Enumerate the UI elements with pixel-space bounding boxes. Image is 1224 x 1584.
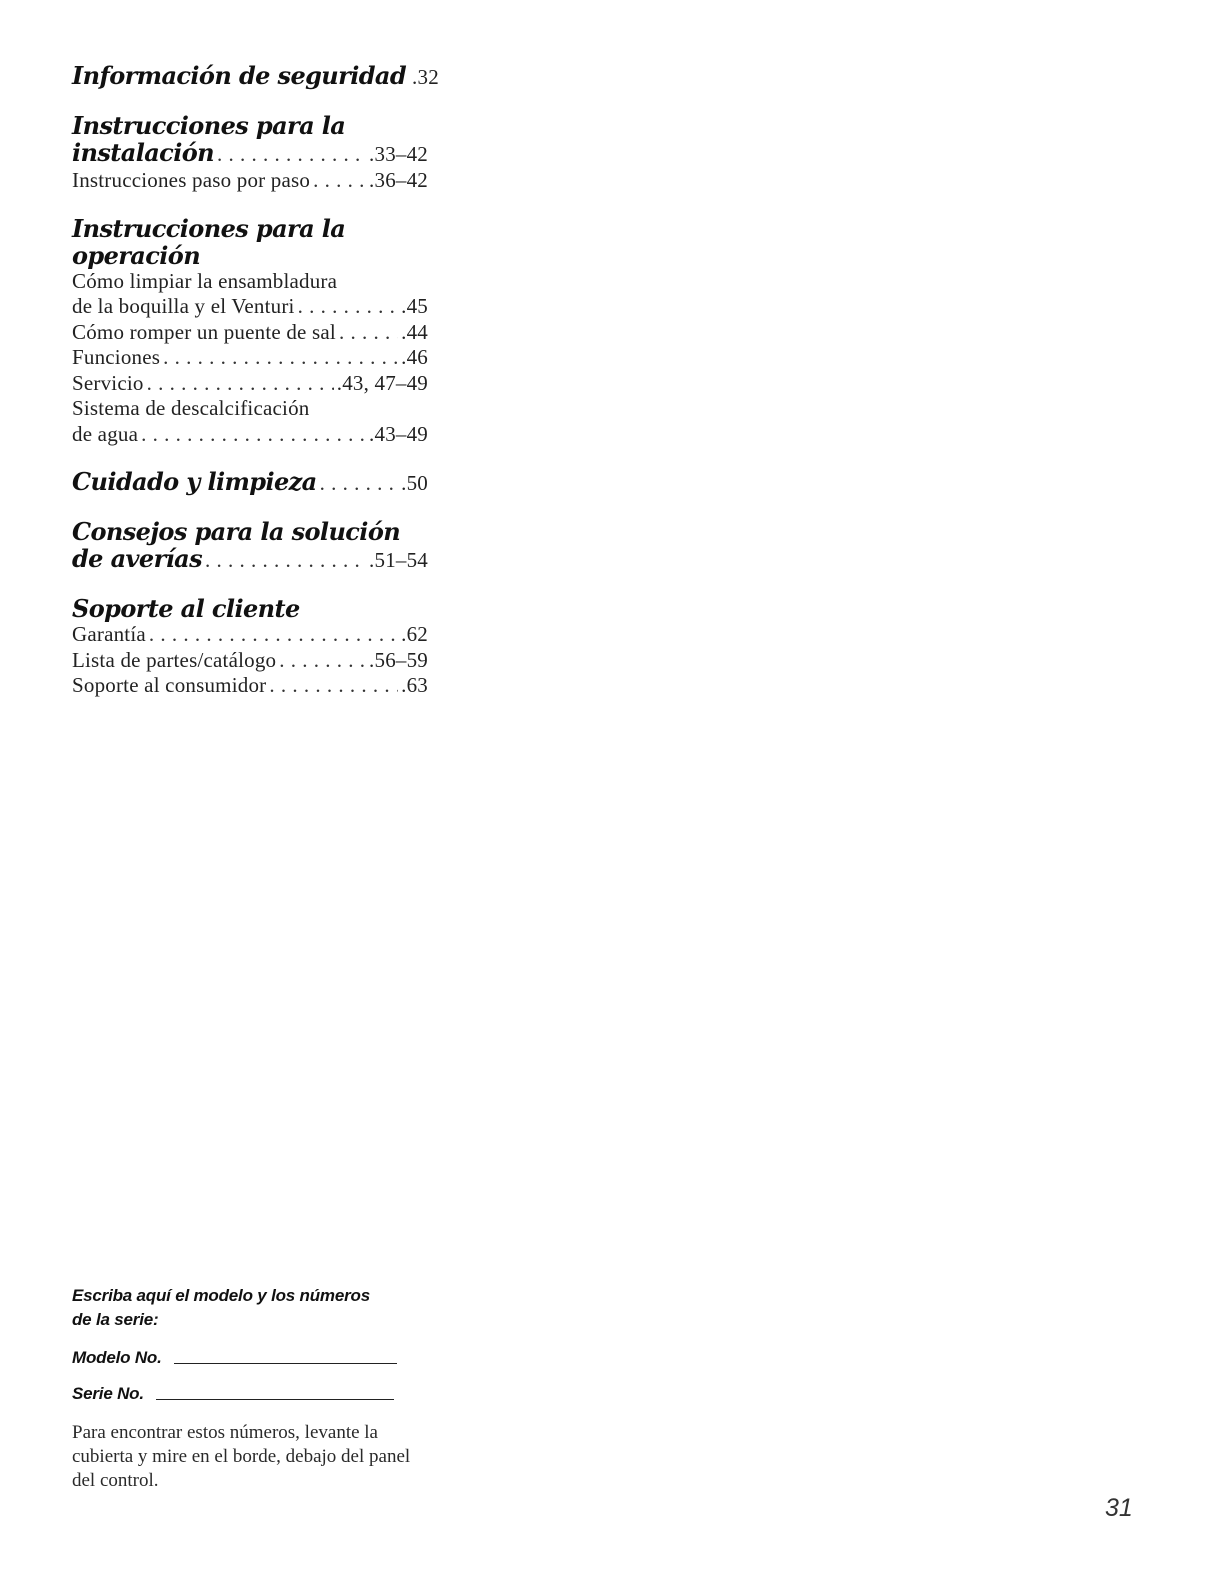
toc-section-consejos	[72, 518, 428, 574]
toc-item-label: Cómo romper un puente de sal	[72, 319, 336, 344]
page-ref: .56–59	[369, 647, 428, 672]
page-ref: .43, 47–49	[336, 370, 428, 395]
form-heading-cont: de la serie:	[72, 1310, 159, 1329]
toc-item-label: Sistema de descalcificación	[72, 396, 310, 420]
dot-leader	[205, 545, 366, 574]
modelo-label: Modelo No.	[72, 1348, 162, 1367]
toc-heading: Instrucciones para la operación	[72, 213, 346, 270]
modelo-field-line[interactable]	[174, 1363, 397, 1364]
dot-leader	[269, 673, 398, 699]
form-heading: Escriba aquí el modelo y los números	[72, 1286, 370, 1305]
page-ref: .36–42	[369, 168, 428, 192]
dot-leader	[279, 648, 366, 674]
toc-item[interactable]	[72, 320, 428, 346]
dot-leader	[163, 345, 398, 371]
dot-leader	[217, 139, 366, 168]
toc-item[interactable]	[72, 648, 428, 674]
toc-entry[interactable]	[72, 139, 428, 168]
toc-item[interactable]	[72, 345, 428, 371]
dot-leader	[339, 320, 398, 346]
toc-item-label: Funciones	[72, 345, 161, 369]
page-ref: .33–42	[369, 142, 428, 166]
serie-label: Serie No.	[72, 1384, 144, 1403]
toc-item-label: Cómo limpiar la ensambladura	[72, 268, 338, 293]
toc-heading: Instrucciones para la	[72, 111, 346, 140]
dot-leader	[313, 168, 366, 194]
toc-heading: Soporte al cliente	[72, 594, 300, 623]
toc-item[interactable]	[72, 371, 428, 397]
toc-item-label: Instrucciones paso por paso	[72, 168, 311, 192]
toc-item-label: Servicio	[72, 370, 144, 395]
page-number: 31	[1105, 1494, 1133, 1522]
page-ref: .62	[401, 622, 428, 646]
dot-leader	[298, 294, 399, 320]
dot-leader	[149, 622, 398, 648]
toc-heading-cont: de averías	[72, 544, 202, 573]
toc-section-soporte	[72, 595, 428, 699]
serie-row	[72, 1380, 412, 1404]
toc-heading-cont: instalación	[72, 138, 214, 167]
toc-section-cuidado	[72, 468, 428, 497]
toc-item[interactable]	[72, 622, 428, 648]
toc-heading: Información de seguridad	[72, 61, 407, 90]
toc-item[interactable]	[72, 294, 428, 320]
toc-heading: Consejos para la solución	[72, 517, 401, 546]
toc-entry[interactable]	[72, 61, 439, 91]
page-ref: .63	[401, 673, 428, 697]
table-of-contents	[72, 61, 439, 720]
page-ref: .51–54	[369, 548, 428, 572]
toc-item-label: Garantía	[72, 622, 146, 646]
toc-item-label: de la boquilla y el Venturi	[72, 294, 295, 318]
dot-leader	[141, 422, 366, 448]
toc-entry[interactable]	[72, 468, 428, 497]
toc-entry[interactable]	[72, 545, 428, 574]
dot-leader	[320, 468, 399, 497]
toc-item-label: Soporte al consumidor	[72, 673, 267, 697]
serie-field-line[interactable]	[156, 1399, 394, 1400]
toc-item-label: Lista de partes/catálogo	[72, 647, 277, 672]
modelo-row	[72, 1344, 412, 1368]
model-serial-form	[72, 1284, 412, 1493]
toc-item[interactable]	[72, 422, 428, 448]
toc-section-seguridad	[72, 61, 439, 91]
toc-item[interactable]	[72, 673, 428, 699]
page-ref: .50	[401, 471, 428, 495]
page-ref: .44	[401, 319, 428, 344]
page-ref: .32	[412, 65, 439, 89]
toc-section-instalacion	[72, 112, 428, 194]
dot-leader	[147, 371, 334, 397]
toc-section-operacion	[72, 215, 428, 448]
toc-heading: Cuidado y limpieza	[72, 467, 317, 496]
page-ref: .45	[401, 294, 428, 318]
toc-item-label: de agua	[72, 421, 139, 446]
form-note: Para encontrar estos números, levante la cubierta y mire en el borde, debajo del panel del control.	[72, 1422, 411, 1491]
page-ref: .46	[401, 345, 428, 369]
toc-item[interactable]	[72, 168, 428, 194]
page-ref: .43–49	[369, 421, 428, 446]
